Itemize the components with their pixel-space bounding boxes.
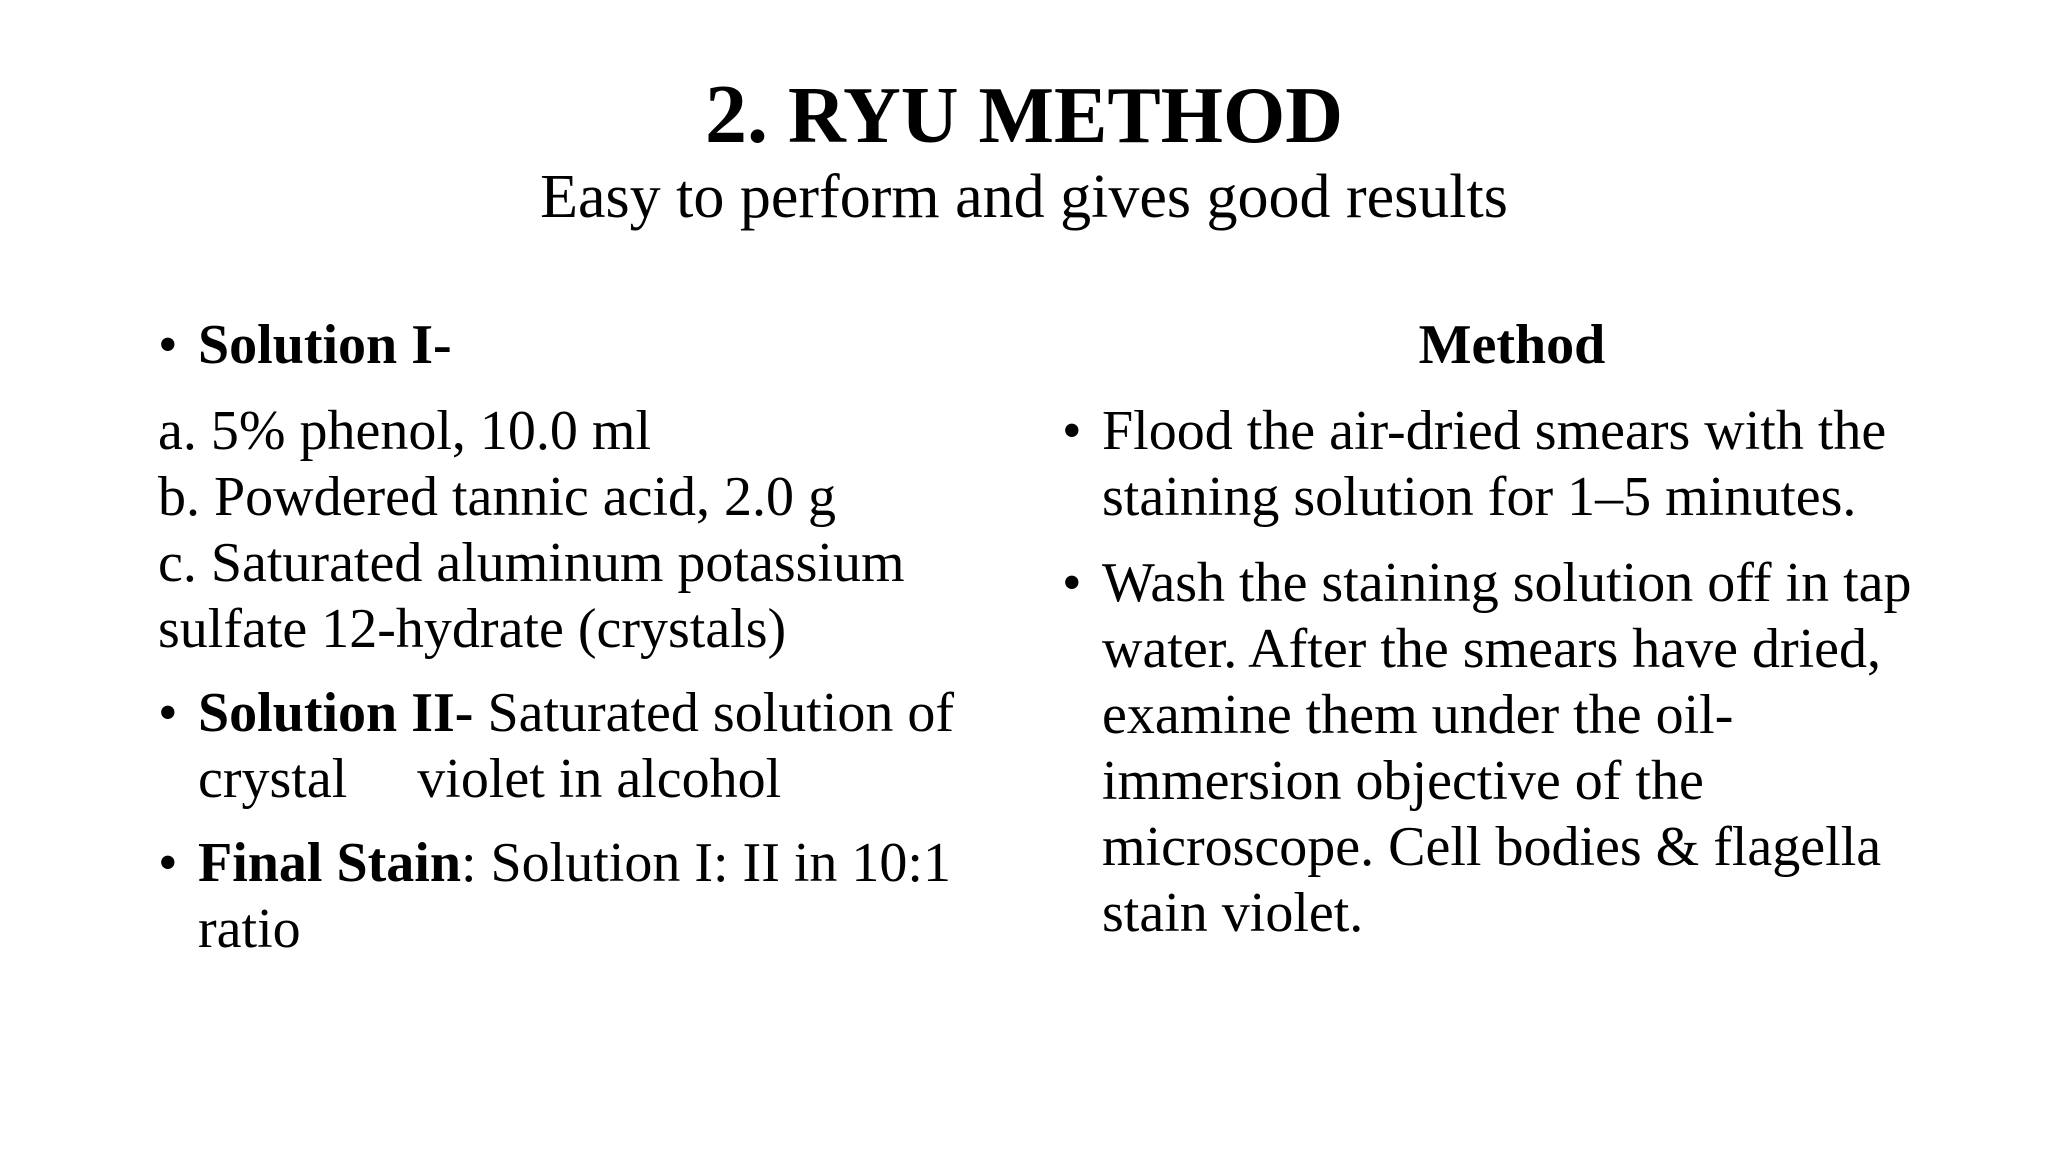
final-stain-bullet bbox=[158, 830, 1018, 962]
title-number: 2. bbox=[705, 68, 769, 161]
ingredient-line: c. Saturated aluminum potassium bbox=[158, 532, 905, 594]
left-column bbox=[158, 312, 1018, 962]
solution-2-label: Solution II- bbox=[198, 682, 474, 744]
slide-subtitle: Easy to perform and gives good results bbox=[540, 163, 1508, 231]
right-column bbox=[1062, 312, 1922, 946]
ingredient-line: sulfate 12-hydrate (crystals) bbox=[158, 598, 787, 660]
final-stain-label: Final Stain bbox=[198, 832, 461, 894]
solution-2-bullet bbox=[158, 680, 1018, 812]
method-step: • Flood the air-dried smears with the staining solution for 1–5 minutes. bbox=[1062, 398, 1922, 530]
method-step: • Wash the staining solution off in tap water. After the smears have dried, examine them under the oil-immersion objective of the microscope. Cell bodies & flagella stain violet. bbox=[1062, 550, 1922, 946]
ingredient-line: b. Powdered tannic acid, 2.0 g bbox=[158, 466, 837, 528]
title-block bbox=[0, 70, 2048, 233]
solution-1-bullet bbox=[158, 312, 1018, 378]
final-stain-text: : Solution I: II in 10:1 ratio bbox=[198, 832, 951, 960]
ingredient-line: a. 5% phenol, 10.0 ml bbox=[158, 400, 652, 462]
method-heading: Method bbox=[1418, 314, 1606, 376]
slide-title bbox=[0, 70, 2048, 161]
ingredient-list bbox=[158, 398, 1018, 662]
title-text: RYU METHOD bbox=[788, 72, 1343, 160]
solution-1-label: Solution I- bbox=[198, 314, 452, 376]
solution-2-text: Saturated solution of crystal violet in alcohol bbox=[198, 682, 969, 810]
